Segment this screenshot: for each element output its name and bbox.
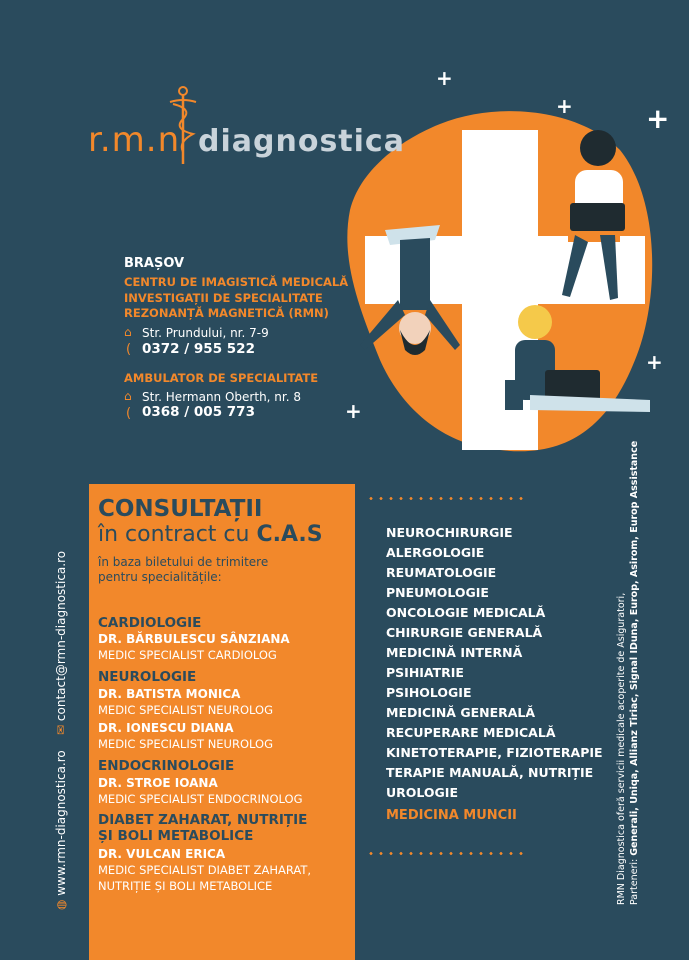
city-heading: BRAȘOV [124,256,185,271]
email-link[interactable]: contact@rmn-diagnostica.ro [54,550,68,722]
specialty-name: CARDIOLOGIE [98,615,202,631]
service-item: TERAPIE MANUALĂ, NUTRIȚIE [386,765,594,780]
referral-line1: în baza biletului de trimitere [98,555,269,569]
contract-text: în contract cu [98,522,257,547]
doctor-name: DR. IONESCU DIANA [98,721,234,735]
logo-rmn-text: r.m.n [88,120,181,160]
doctor-name: DR. BĂRBULESCU SÂNZIANA [98,632,290,646]
logo-diagnostica-text: diagnostica [198,124,405,159]
globe-icon: ◍ [54,899,68,910]
doctor-title-line1: MEDIC SPECIALIST DIABET ZAHARAT, [98,863,312,877]
cas-text: C.A.S [256,522,323,547]
center-line1: CENTRU DE IMAGISTICĂ MEDICALĂ [124,275,349,289]
referral-line2: pentru specialitățile: [98,570,222,584]
address-1: Str. Prundului, nr. 7-9 [142,326,269,340]
contact-vertical [54,551,68,910]
service-item: UROLOGIE [386,785,458,800]
service-item: MEDICINĂ INTERNĂ [386,645,523,660]
doctor-name: DR. VULCAN ERICA [98,847,226,861]
service-item: CHIRURGIE GENERALĂ [386,625,543,640]
doctor-title: MEDIC SPECIALIST CARDIOLOG [98,648,277,662]
phone-1: 0372 / 955 522 [142,341,255,357]
dotted-divider-top [366,497,526,500]
center-line3: REZONANȚĂ MAGNETICĂ (RMN) [124,306,329,320]
partners-list: Generali, Uniqa, Allianz Tiriac, Signal IDuna, Europ, Asirom, Europ Assistance [629,440,640,856]
service-highlight: MEDICINA MUNCII [386,808,517,823]
partners-label: Parteneri: [629,855,640,905]
insurance-vertical [615,441,641,905]
service-item: PNEUMOLOGIE [386,585,489,600]
hero-illustration [330,60,689,460]
email-icon: ✉ [54,724,68,735]
consultations-subtitle [98,522,323,547]
plus-icon: + [646,102,670,135]
phone-icon: ( [126,342,132,357]
doctor-title-line2: NUTRIȚIE ȘI BOLI METABOLICE [98,879,273,893]
center-description [124,275,354,322]
specialty-name-line1: DIABET ZAHARAT, NUTRIȚIE [98,812,308,828]
service-item: ONCOLOGIE MEDICALĂ [386,605,546,620]
insurance-line1: RMN Diagnostica oferă servicii medicale acoperite de Asiguratori, [616,592,627,905]
specialty-name: NEUROLOGIE [98,669,197,685]
specialty-name-line2: ȘI BOLI METABOLICE [98,828,254,844]
center-line2: INVESTIGAȚII DE SPECIALITATE [124,290,323,305]
doctor-name: DR. BATISTA MONICA [98,687,241,701]
service-item: PSIHIATRIE [386,665,464,680]
address-2: Str. Hermann Oberth, nr. 8 [142,390,301,404]
plus-icon: + [345,399,362,423]
phone-icon: ( [126,406,132,421]
service-item: REUMATOLOGIE [386,565,497,580]
service-item: MEDICINĂ GENERALĂ [386,705,536,720]
specialty-name: ENDOCRINOLOGIE [98,758,235,774]
service-item: RECUPERARE MEDICALĂ [386,725,556,740]
referral-note [98,555,338,585]
home-icon: ⌂ [124,389,132,403]
phone-2: 0368 / 005 773 [142,404,255,420]
service-item: KINETOTERAPIE, FIZIOTERAPIE [386,745,603,760]
doctor-name: DR. STROE IOANA [98,776,218,790]
service-item: NEUROCHIRURGIE [386,525,513,540]
plus-icon: + [646,350,663,374]
ambulator-heading: AMBULATOR DE SPECIALITATE [124,371,319,385]
plus-icon: + [556,94,573,118]
insurance-line2 [628,441,641,905]
doctor-title: MEDIC SPECIALIST ENDOCRINOLOG [98,792,303,806]
service-item: ALERGOLOGIE [386,545,485,560]
consultations-title: CONSULTAȚII [98,496,263,522]
dotted-divider-bottom [366,852,526,855]
doctor-title: MEDIC SPECIALIST NEUROLOG [98,703,273,717]
doctor-title: MEDIC SPECIALIST NEUROLOG [98,737,273,751]
plus-icon: + [436,66,453,90]
website-link[interactable]: www.rmn-diagnostica.ro [54,750,68,896]
service-item: PSIHOLOGIE [386,685,472,700]
home-icon: ⌂ [124,325,132,339]
